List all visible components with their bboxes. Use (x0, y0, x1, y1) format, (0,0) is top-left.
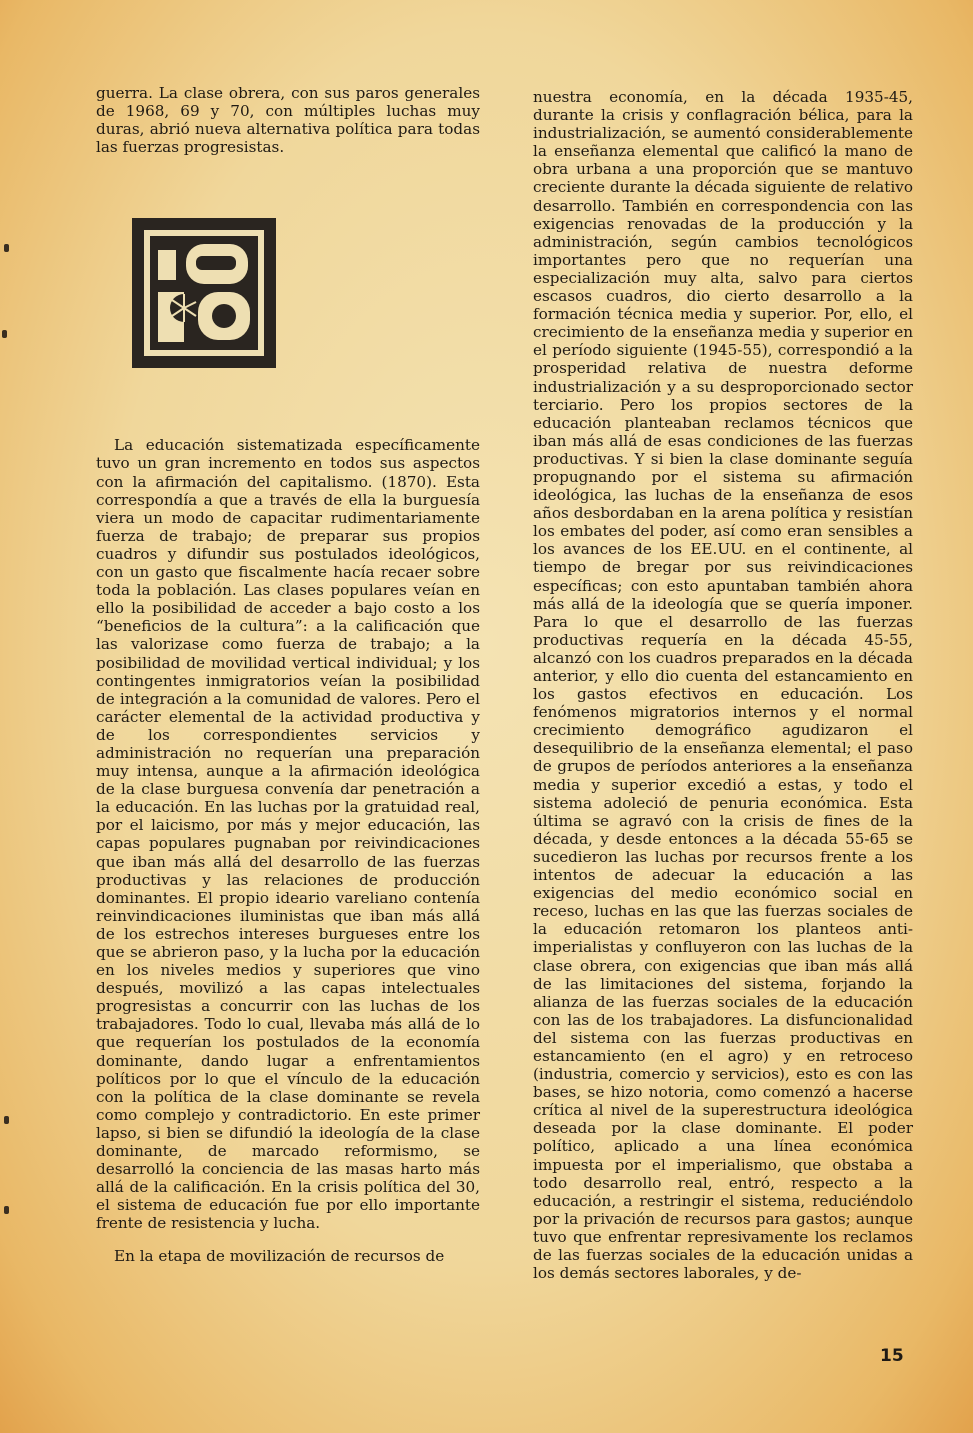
left-paragraph-3: En la etapa de movilización de recursos de (114, 1246, 445, 1265)
margin-speck (4, 1206, 9, 1214)
logo-panel (144, 230, 264, 356)
margin-speck (4, 1116, 9, 1124)
right-column (533, 88, 913, 1282)
page-number: 15 (880, 1346, 904, 1366)
logo-glyph (144, 230, 264, 356)
margin-speck (2, 330, 7, 338)
left-paragraph-2: La educación sistematizada específicamente tuvo un gran incremento en todos sus aspectos con la afirmación del capitalismo. (1870). Esta correspondía a que a través de ella la burguesía viera un modo de capacitar rudimentariamente fuerza de trabajo; de preparar sus propios cuadros y difundir sus postulados ideológicos, con un gasto que fiscalmente hacía recaer sobre toda la población. Las clases populares veían en ello la posibilidad de acceder a bajo costo a los “beneficios de la cultura”: a la calificación que las valorizase como fuerza de trabajo; a la posibilidad de movilidad vertical individual; y los contingentes inmigratorios veían la posibilidad de integración a la comunidad de valores. Pero el carácter elemental de la actividad productiva y de los correspondientes servicios y administración no requerían una preparación muy intensa, aunque a la afirmación ideológica de la clase burguesa convenía dar penetración a la educación. En las luchas por la gratuidad real, por el laicismo, por más y mejor educación, las capas populares pugnaban por reivindicaciones que iban más allá del desarrollo de las fuerzas productivas y las relaciones de producción dominantes. El propio ideario vareliano contenía reinvindicaciones iluministas que iban más allá de los estrechos intereses burgueses entre los que se abrieron paso, y la lucha por la educación en los niveles medios y superiores que vino después, movilizó a las capas intelectuales progresistas a concurrir con las luchas de los trabajadores. Todo lo cual, llevaba más allá de lo que requerían los postulados de la economía dominante, dando lugar a enfrentamientos políticos por lo que el vínculo de la educación con la política de la clase dominante se revela como complejo y contradictorio. En este primer lapso, si bien se difundió la ideología de la clase dominante, de marcado reformismo, se desarrolló la conciencia de las masas harto más allá de la calificación. En la crisis política del 30, el sistema de educación fue por ello importante frente de resistencia y lucha. (96, 436, 480, 1233)
left-paragraph-1: guerra. La clase obrera, con sus paros generales de 1968, 69 y 70, con múltiples luchas muy duras, abrió nueva alternativa política para todas las fuerzas progresistas. (96, 84, 480, 157)
margin-speck (4, 244, 9, 252)
rep-logo (132, 218, 276, 368)
right-paragraph-1: nuestra economía, en la década 1935-45, durante la crisis y conflagración bélica, para la industrialización, se aumentó considerablemente la enseñanza elemental que calificó la mano de obra urbana a una proporción que se mantuvo creciente durante la década siguiente de relativo desarrollo. También en correspondencia con las exigencias renovadas de la producción y la administración, según cambios tecnológicos importantes pero que no requerían una especialización muy alta, salvo para ciertos escasos cuadros, dio cierto desarrollo a la formación técnica media y superior. Por, ello, el crecimiento de la enseñanza media y superior en el período siguiente (1945-55), correspondió a la prosperidad relativa de nuestra deforme industrialización y a su desproporcionado sector terciario. Pero los propios sectores de la educación planteaban reclamos técnicos que iban más allá de esas condiciones de las fuerzas productivas. Y si bien la clase dominante seguía propugnando por el sistema su afirmación ideológica, las luchas de la enseñanza de esos años desbordaban en la arena política y resistían los embates del poder, así como eran sensibles a los avances de los EE.UU. en el continente, al tiempo de bregar por sus reivindicaciones específicas; con esto apuntaban también ahora más allá de la ideología que se quería imponer. Para lo que el desarrollo de las fuerzas productivas requería en la década 45-55, alcanzó con los cuadros preparados en la década anterior, y ello dio cuenta del estancamiento en los gastos efectivos en educación. Los fenómenos migratorios internos y el normal crecimiento demográfico agudizaron el desequilibrio de la enseñanza elemental; el paso de grupos de períodos anteriores a la enseñanza media y superior excedió a estas, y todo el sistema adoleció de penuria económica. Esta última se agravó con la crisis de fines de la década, y desde entonces a la década 55-65 se sucedieron las luchas por recursos frente a los intentos de adecuar la educación a las exigencias del medio económico social en receso, luchas en las que las fuerzas sociales de la educación retomaron los planteos anti-imperialistas y confluyeron con las luchas de la clase obrera, con exigencias que iban más allá de las limitaciones del sistema, forjando la alianza de las fuerzas sociales de la educación con las de los trabajadores. La disfuncionalidad del sistema con las fuerzas productivas en estancamiento (en el agro) y en retroceso (industria, comercio y servicios), esto es con las bases, se hizo notoria, como comenzó a hacerse crítica al nivel de la superestructura ideológica deseada por la clase dominante. El poder político, aplicado a una línea económica impuesta por el imperialismo, que obstaba a todo desarrollo real, entró, respecto a la educación, a restringir el sistema, reduciéndolo por la privación de recursos para gastos; aunque tuvo que enfrentar represivamente los reclamos de las fuerzas sociales de la educación unidas a los demás sectores laborales, y de- (533, 88, 913, 1283)
